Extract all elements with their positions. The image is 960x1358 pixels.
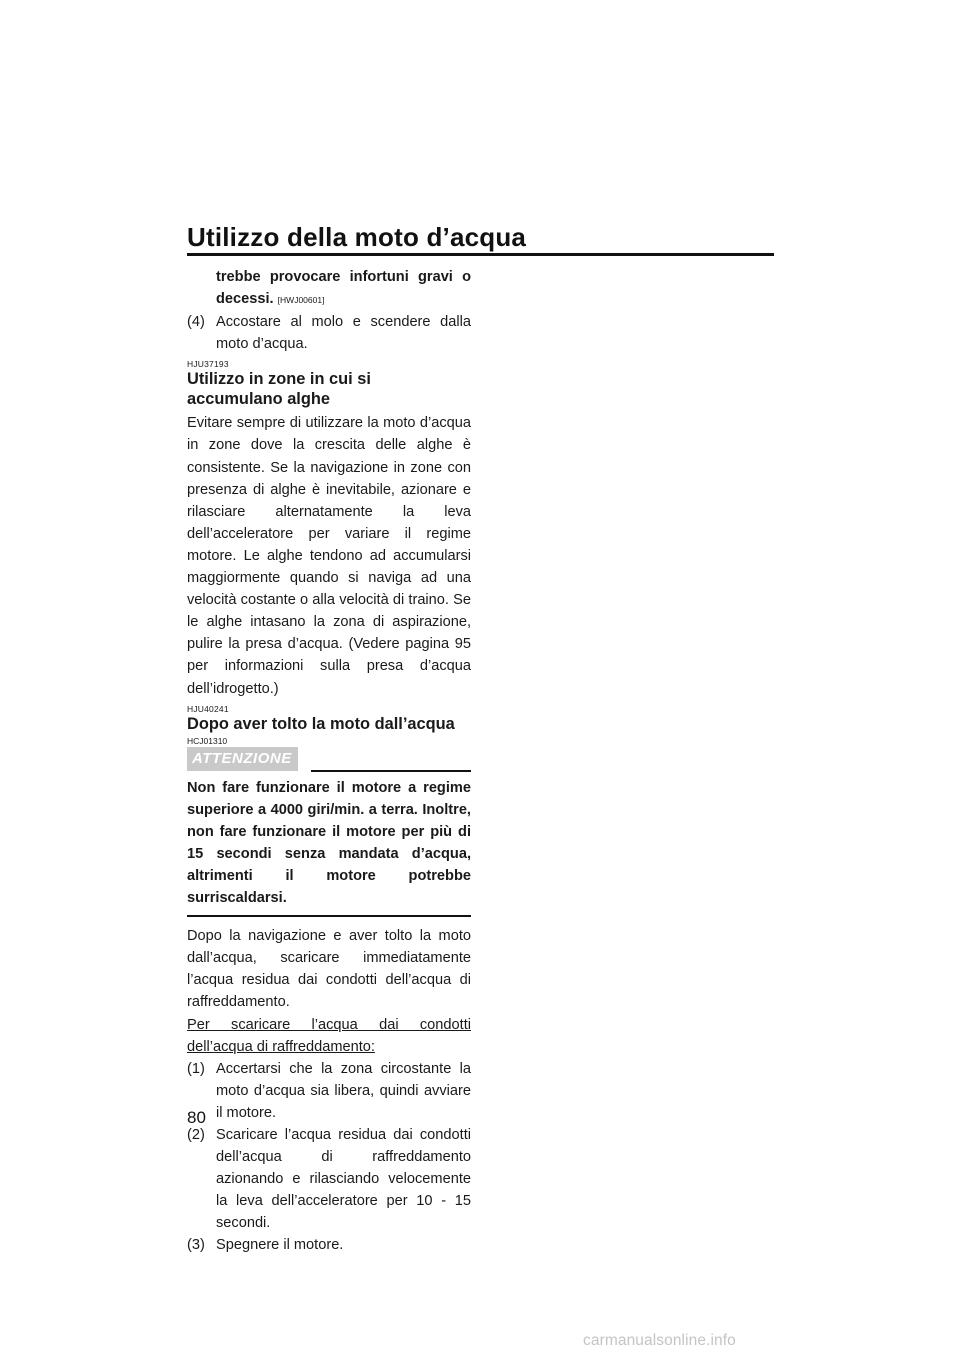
step-item <box>187 1124 471 1234</box>
step-text: Spegnere il motore. <box>216 1237 344 1254</box>
text-column <box>187 266 471 1257</box>
caution-code: HCJ01310 <box>187 735 228 746</box>
caution-label: ATTENZIONE <box>187 747 298 771</box>
section-heading-algae: Utilizzo in zone in cui si accumulano alghe <box>187 370 371 409</box>
section-code: HJU40241 <box>187 703 229 714</box>
step-text: Accertarsi che la zona circostante la moto d’acqua sia libera, quindi avviare il motore. <box>216 1060 471 1121</box>
step-item <box>187 1234 471 1256</box>
warning-continuation-text: trebbe provocare infortuni gravi o decessi. <box>216 269 471 308</box>
caution-text: Non fare funzionare il motore a regime superiore a 4000 giri/min. a terra. Inoltre, non fare funzionare il motore per più di 15 secondi senza mandata d’acqua, altrimenti il motore potrebbe surriscaldarsi. <box>187 777 471 918</box>
caution-header <box>187 747 471 773</box>
warning-code: [HWJ00601] <box>277 295 325 306</box>
step-item <box>187 1058 471 1124</box>
section-code: HJU37193 <box>187 359 229 370</box>
step-item <box>187 311 471 355</box>
step-number: (3) <box>187 1237 205 1254</box>
page-number: 80 <box>187 1108 206 1127</box>
section-body-after: Dopo la navigazione e aver tolto la moto dall’acqua, scaricare immediatamente l’acqua residua dai condotti dell’acqua di raffreddamento. <box>187 928 471 1011</box>
section-heading-after: Dopo aver tolto la moto dall’acqua <box>187 714 455 733</box>
page-title: Utilizzo della moto d’acqua <box>187 222 527 252</box>
procedure-title: Per scaricare l’acqua dai condotti dell’acqua di raffreddamento: <box>187 1016 471 1055</box>
caution-rule <box>311 770 471 772</box>
header-rule <box>187 253 774 256</box>
section-body-algae: Evitare sempre di utilizzare la moto d’acqua in zone dove la crescita delle alghe è consistente. Se la navigazione in zone con presenza di alghe è inevitabile, azionare e rilasciare alternatamente la leva dell’acceleratore per variare il regime motore. Le alghe tendono ad accumularsi maggiormente quando si naviga ad una velocità costante o alla velocità di traino. Se le alghe intasano la zona di aspirazione, pulire la presa d’acqua. (Vedere pagina 95 per informazioni sulla presa d’acqua dell’idrogetto.) <box>187 415 471 697</box>
step-number: (2) <box>187 1127 205 1143</box>
warning-continuation <box>187 266 471 311</box>
watermark: carmanualsonline.info <box>583 1332 736 1349</box>
step-number: (4) <box>187 314 205 331</box>
step-text: Accostare al molo e scendere dalla moto d’acqua. <box>216 314 471 353</box>
step-number: (1) <box>187 1060 205 1077</box>
step-text: Scaricare l’acqua residua dai condotti dell’acqua di raffreddamento azionando e rilasciando velocemente la leva dell’acceleratore per 10 - 15 secondi. <box>216 1127 471 1232</box>
